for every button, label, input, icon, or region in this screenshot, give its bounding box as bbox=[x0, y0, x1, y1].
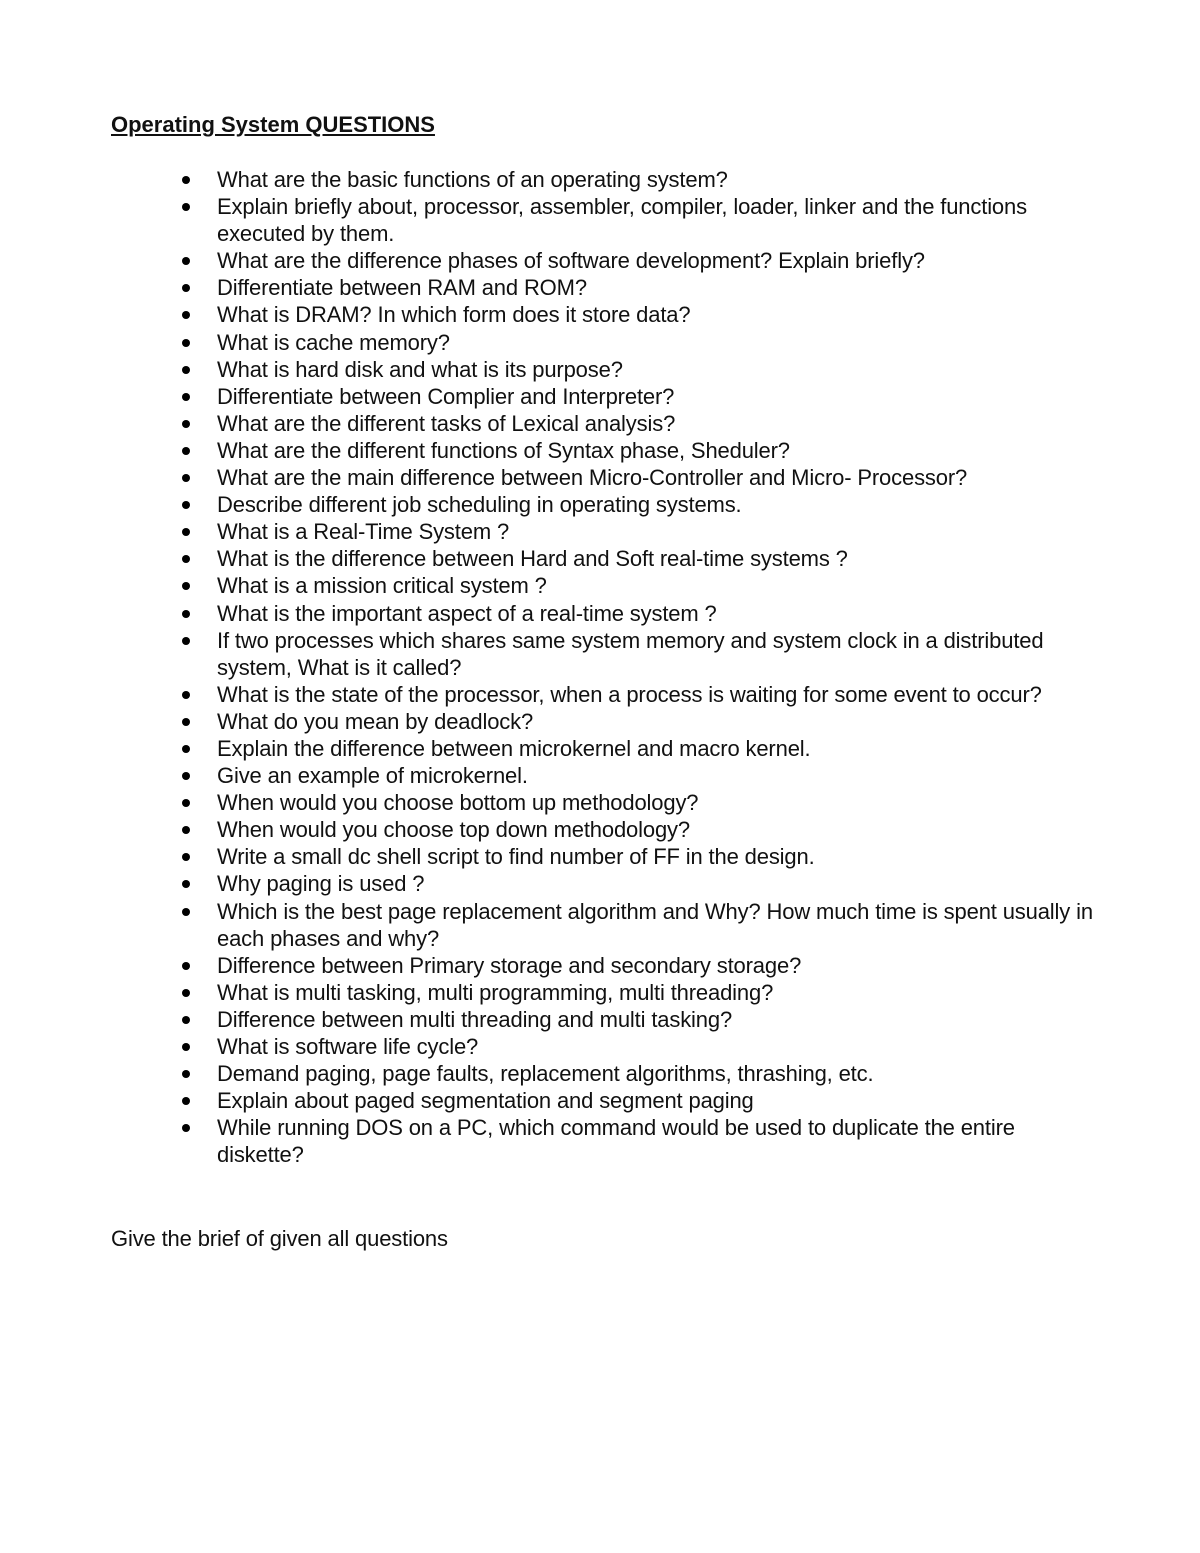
bullet-icon bbox=[182, 555, 190, 563]
question-text: Demand paging, page faults, replacement algorithms, thrashing, etc. bbox=[217, 1061, 874, 1087]
question-text: Explain about paged segmentation and segment paging bbox=[217, 1088, 754, 1114]
question-item bbox=[0, 1060, 1097, 1087]
question-text: What is cache memory? bbox=[217, 329, 450, 355]
question-item bbox=[0, 816, 1097, 843]
bullet-icon bbox=[182, 826, 190, 834]
question-text: Write a small dc shell script to find number of FF in the design. bbox=[217, 844, 815, 870]
question-item bbox=[0, 708, 1097, 735]
question-text: What are the different functions of Syntax phase, Sheduler? bbox=[217, 437, 790, 463]
question-item bbox=[0, 735, 1097, 762]
question-item bbox=[0, 464, 1097, 491]
question-text: What is multi tasking, multi programming, multi threading? bbox=[217, 979, 774, 1005]
question-text: Describe different job scheduling in operating systems. bbox=[217, 492, 742, 518]
question-text: Explain briefly about, processor, assembler, compiler, loader, linker and the functions executed by them. bbox=[217, 194, 1027, 247]
question-text: What do you mean by deadlock? bbox=[217, 708, 534, 734]
question-item bbox=[0, 356, 1097, 383]
question-item bbox=[0, 545, 1097, 572]
question-text: Difference between Primary storage and secondary storage? bbox=[217, 952, 802, 978]
question-text: What is hard disk and what is its purpose? bbox=[217, 356, 623, 382]
bullet-icon bbox=[182, 718, 190, 726]
question-item bbox=[0, 301, 1097, 328]
bullet-icon bbox=[182, 745, 190, 753]
question-item bbox=[0, 600, 1097, 627]
question-item bbox=[0, 979, 1097, 1006]
bullet-icon bbox=[182, 176, 190, 184]
bullet-icon bbox=[182, 962, 190, 970]
question-text: What are the difference phases of software development? Explain briefly? bbox=[217, 248, 925, 274]
question-text: When would you choose bottom up methodology? bbox=[217, 790, 699, 816]
question-item bbox=[0, 437, 1097, 464]
bullet-icon bbox=[182, 366, 190, 374]
question-item bbox=[0, 1087, 1097, 1114]
question-text: Which is the best page replacement algorithm and Why? How much time is spent usually in each phases and why? bbox=[217, 898, 1093, 951]
question-item bbox=[0, 383, 1097, 410]
question-list bbox=[0, 166, 1200, 1168]
question-text: What is the important aspect of a real-time system ? bbox=[217, 600, 717, 626]
question-text: Give an example of microkernel. bbox=[217, 763, 528, 789]
question-item bbox=[0, 789, 1097, 816]
bullet-icon bbox=[182, 311, 190, 319]
question-text: Difference between multi threading and multi tasking? bbox=[217, 1006, 733, 1032]
question-text: While running DOS on a PC, which command would be used to duplicate the entire diskette? bbox=[217, 1115, 1015, 1168]
question-text: What is the difference between Hard and Soft real-time systems ? bbox=[217, 546, 848, 572]
question-item bbox=[0, 1033, 1097, 1060]
question-item bbox=[0, 410, 1097, 437]
bullet-icon bbox=[182, 1124, 190, 1132]
question-item bbox=[0, 572, 1097, 599]
footer-note: Give the brief of given all questions bbox=[111, 1226, 448, 1251]
bullet-icon bbox=[182, 1043, 190, 1051]
question-item bbox=[0, 681, 1097, 708]
question-item bbox=[0, 898, 1097, 952]
question-text: If two processes which shares same system memory and system clock in a distributed system, What is it called? bbox=[217, 627, 1044, 680]
bullet-icon bbox=[182, 582, 190, 590]
bullet-icon bbox=[182, 257, 190, 265]
question-item bbox=[0, 329, 1097, 356]
question-item bbox=[0, 952, 1097, 979]
bullet-icon bbox=[182, 393, 190, 401]
question-item bbox=[0, 843, 1097, 870]
question-item bbox=[0, 1006, 1097, 1033]
question-item bbox=[0, 518, 1097, 545]
question-text: What is a mission critical system ? bbox=[217, 573, 547, 599]
bullet-icon bbox=[182, 203, 190, 211]
document-title: Operating System QUESTIONS bbox=[111, 112, 435, 137]
bullet-icon bbox=[182, 528, 190, 536]
bullet-icon bbox=[182, 474, 190, 482]
bullet-icon bbox=[182, 853, 190, 861]
bullet-icon bbox=[182, 420, 190, 428]
question-text: When would you choose top down methodology? bbox=[217, 817, 690, 843]
question-text: Explain the difference between microkernel and macro kernel. bbox=[217, 735, 811, 761]
question-text: What are the different tasks of Lexical analysis? bbox=[217, 410, 676, 436]
bullet-icon bbox=[182, 284, 190, 292]
bullet-icon bbox=[182, 339, 190, 347]
question-item bbox=[0, 274, 1097, 301]
question-item bbox=[0, 193, 1097, 247]
bullet-icon bbox=[182, 691, 190, 699]
bullet-icon bbox=[182, 772, 190, 780]
question-text: Differentiate between Complier and Interpreter? bbox=[217, 383, 675, 409]
question-text: What is a Real-Time System ? bbox=[217, 519, 510, 545]
bullet-icon bbox=[182, 1070, 190, 1078]
question-text: What are the basic functions of an operating system? bbox=[217, 167, 728, 192]
question-item bbox=[0, 870, 1097, 897]
question-text: What are the main difference between Micro-Controller and Micro- Processor? bbox=[217, 465, 968, 491]
question-text: What is DRAM? In which form does it store data? bbox=[217, 302, 691, 328]
bullet-icon bbox=[182, 1016, 190, 1024]
question-item bbox=[0, 762, 1097, 789]
bullet-icon bbox=[182, 447, 190, 455]
bullet-icon bbox=[182, 989, 190, 997]
question-item bbox=[0, 1114, 1097, 1168]
bullet-icon bbox=[182, 880, 190, 888]
question-item bbox=[0, 166, 1097, 193]
bullet-icon bbox=[182, 1097, 190, 1105]
bullet-icon bbox=[182, 908, 190, 916]
question-text: What is the state of the processor, when a process is waiting for some event to occur? bbox=[217, 681, 1042, 707]
question-item bbox=[0, 491, 1097, 518]
question-text: Why paging is used ? bbox=[217, 871, 425, 897]
bullet-icon bbox=[182, 610, 190, 618]
question-item bbox=[0, 627, 1097, 681]
question-text: What is software life cycle? bbox=[217, 1034, 479, 1059]
bullet-icon bbox=[182, 799, 190, 807]
bullet-icon bbox=[182, 637, 190, 645]
bullet-icon bbox=[182, 501, 190, 509]
question-text: Differentiate between RAM and ROM? bbox=[217, 275, 587, 301]
question-item bbox=[0, 247, 1097, 274]
